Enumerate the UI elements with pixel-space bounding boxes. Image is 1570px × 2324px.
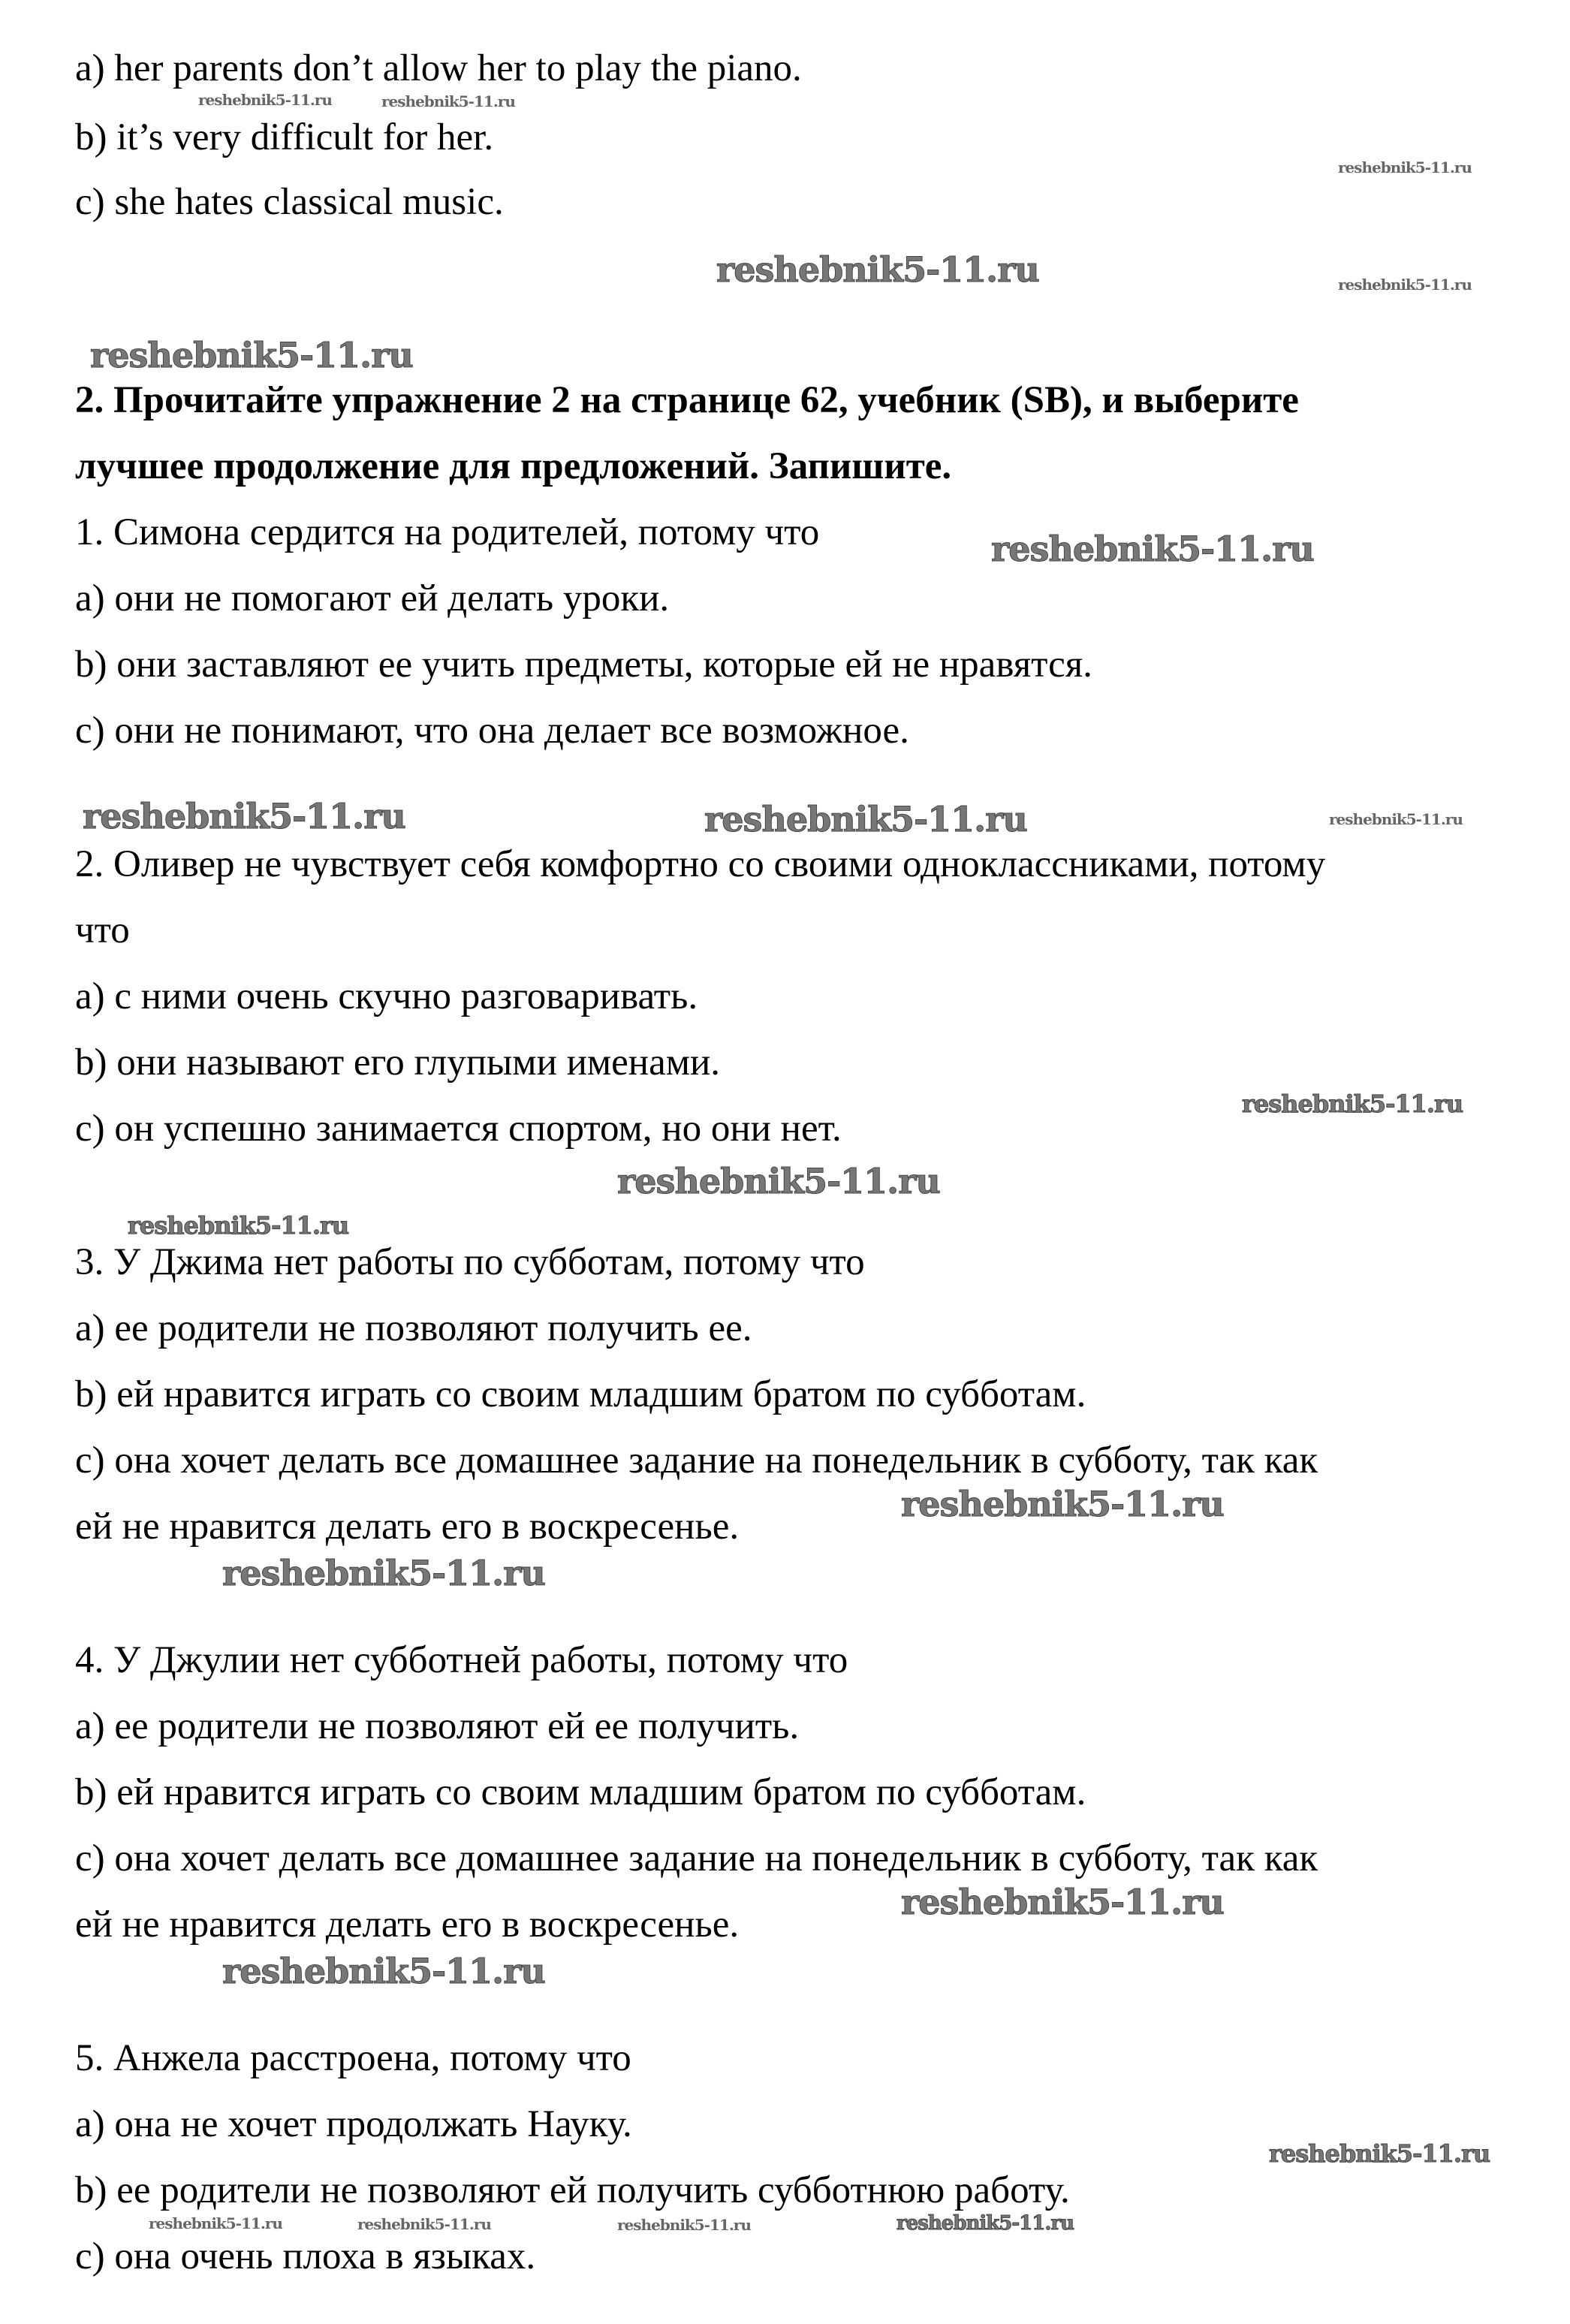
watermark: reshebnik5-11.ru — [149, 2214, 282, 2232]
answer-option: a) с ними очень скучно разговаривать. — [75, 975, 698, 1017]
question: 2. Оливер не чувствует себя комфортно со своими одноклассниками, потому — [75, 843, 1326, 885]
question: 3. У Джима нет работы по субботам, потому что — [75, 1241, 865, 1283]
watermark: reshebnik5-11.ru — [1329, 810, 1463, 828]
question: что — [75, 909, 130, 951]
answer-option: b) ей нравится играть со своим младшим братом по субботам. — [75, 1771, 1086, 1813]
watermark: reshebnik5-11.ru — [83, 796, 405, 836]
answer-option: a) ее родители не позволяют ей ее получить. — [75, 1705, 800, 1747]
watermark: reshebnik5-11.ru — [617, 1161, 940, 1201]
answer-option: c) она очень плоха в языках. — [75, 2235, 536, 2277]
watermark: reshebnik5-11.ru — [716, 249, 1039, 290]
watermark: reshebnik5-11.ru — [381, 92, 515, 110]
watermark: reshebnik5-11.ru — [128, 1211, 349, 1240]
answer-option: b) они называют его глупыми именами. — [75, 1041, 721, 1084]
answer-option: c) они не понимают, что она делает все возможное. — [75, 710, 909, 752]
question: 1. Симона сердится на родителей, потому что — [75, 511, 820, 553]
watermark: reshebnik5-11.ru — [1338, 276, 1472, 294]
answer-option: ей не нравится делать его в воскресенье. — [75, 1506, 740, 1548]
watermark: reshebnik5-11.ru — [901, 1882, 1224, 1922]
watermark: reshebnik5-11.ru — [357, 2215, 491, 2233]
watermark: reshebnik5-11.ru — [1242, 1090, 1463, 1118]
answer-option: c) он успешно занимается спортом, но они нет. — [75, 1108, 842, 1150]
answer-option: c) она хочет делать все домашнее задание на понедельник в субботу, так как — [75, 1837, 1318, 1879]
question: 5. Анжела расстроена, потому что — [75, 2037, 631, 2079]
answer-option: c) она хочет делать все домашнее задание на понедельник в субботу, так как — [75, 1439, 1318, 1482]
answer-option: a) ее родители не позволяют получить ее. — [75, 1307, 752, 1349]
answer-option: a) они не помогают ей делать уроки. — [75, 577, 670, 619]
exercise-heading: лучшее продолжение для предложений. Запишите. — [75, 445, 952, 487]
answer-option: b) ей нравится играть со своим младшим братом по субботам. — [75, 1373, 1086, 1415]
answer-option: ей не нравится делать его в воскресенье. — [75, 1904, 740, 1946]
answer-option: a) она не хочет продолжать Науку. — [75, 2103, 632, 2145]
watermark: reshebnik5-11.ru — [896, 2212, 1074, 2235]
watermark: reshebnik5-11.ru — [222, 1553, 545, 1593]
watermark: reshebnik5-11.ru — [1338, 158, 1472, 176]
watermark: reshebnik5-11.ru — [617, 2216, 751, 2234]
watermark: reshebnik5-11.ru — [222, 1951, 545, 1991]
watermark: reshebnik5-11.ru — [1269, 2139, 1490, 2168]
watermark: reshebnik5-11.ru — [901, 1484, 1224, 1524]
watermark: reshebnik5-11.ru — [704, 799, 1027, 839]
watermark: reshebnik5-11.ru — [90, 335, 413, 375]
answer-option: b) ее родители не позволяют ей получить субботнюю работу. — [75, 2169, 1070, 2211]
question: 4. У Джулии нет субботней работы, потому что — [75, 1639, 848, 1681]
exercise-heading: 2. Прочитайте упражнение 2 на странице 62, учебник (SB), и выберите — [75, 379, 1299, 421]
answer-option: b) они заставляют ее учить предметы, которые ей не нравятся. — [75, 644, 1092, 686]
answer-option: b) it’s very difficult for her. — [75, 116, 494, 158]
answer-option: a) her parents don’t allow her to play the piano. — [75, 47, 802, 89]
watermark: reshebnik5-11.ru — [198, 91, 332, 109]
watermark: reshebnik5-11.ru — [991, 529, 1314, 569]
answer-option: c) she hates classical music. — [75, 181, 504, 223]
